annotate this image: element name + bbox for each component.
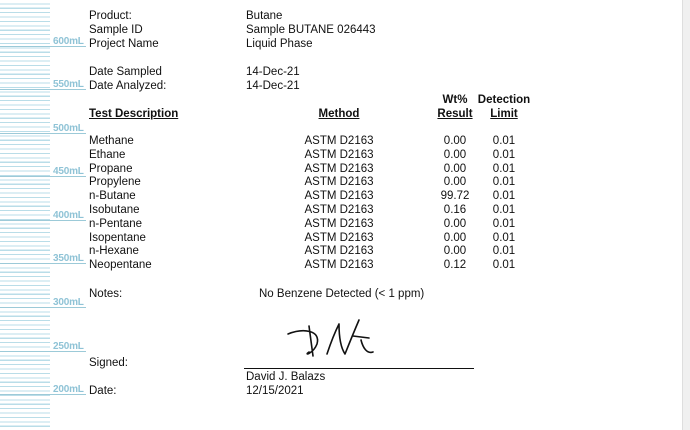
date-sampled-value: 14-Dec-21 [246, 66, 300, 78]
result-cell: 0.00 [443, 245, 467, 258]
date-sampled-label: Date Sampled [89, 66, 162, 78]
detection-limit-cell: 0.01 [492, 162, 516, 175]
ruler-label: 350mL [53, 253, 84, 264]
detection-limit-cell: 0.01 [492, 231, 516, 244]
method-cell: ASTM D2163 [304, 148, 374, 161]
detection-limit-cell: 0.01 [492, 204, 516, 216]
ruler-label: 550mL [53, 79, 84, 90]
method-cell: ASTM D2163 [304, 231, 374, 244]
detection-limit-cell: 0.01 [492, 190, 516, 203]
result-cell: 99.72 [440, 190, 470, 203]
project-name-label: Project Name [89, 38, 159, 50]
measuring-ruler-strip [0, 0, 86, 430]
test-description-header: Test Description [89, 108, 179, 120]
project-name-value: Liquid Phase [246, 38, 313, 50]
ruler-label: 450mL [53, 166, 84, 177]
test-description-cell: Isopentane [89, 231, 146, 244]
date-analyzed-value: 14-Dec-21 [246, 80, 300, 92]
method-cell: ASTM D2163 [304, 190, 374, 203]
ruler-label: 300mL [53, 297, 84, 308]
method-cell: ASTM D2163 [304, 217, 374, 230]
detection-limit-cell: 0.01 [492, 148, 516, 161]
signed-label: Signed: [89, 357, 129, 369]
detection-limit-cell: 0.01 [492, 135, 516, 147]
result-cell: 0.00 [443, 176, 467, 189]
ruler-label: 200mL [53, 384, 84, 395]
method-cell: ASTM D2163 [304, 259, 374, 272]
method-cell: ASTM D2163 [304, 176, 374, 189]
method-cell: ASTM D2163 [304, 204, 374, 216]
result-cell: 0.12 [443, 259, 467, 272]
method-cell: ASTM D2163 [304, 245, 374, 258]
result-cell: 0.00 [443, 217, 467, 230]
handwritten-signature [283, 314, 393, 366]
test-description-cell: n-Pentane [89, 217, 143, 230]
ruler-label: 250mL [53, 341, 84, 352]
method-header: Method [318, 108, 360, 120]
result-cell: 0.00 [443, 231, 467, 244]
result-cell: 0.16 [443, 204, 467, 216]
test-description-cell: Neopentane [89, 259, 152, 272]
test-description-cell: Propylene [89, 176, 141, 189]
result-cell: 0.00 [443, 162, 467, 175]
ruler-label: 400mL [53, 210, 84, 221]
limit-header-top: Detection [477, 94, 531, 106]
result-header-top: Wt% [442, 94, 468, 106]
test-description-cell: Methane [89, 135, 134, 147]
limit-header: Limit [490, 108, 518, 120]
notes-value: No Benzene Detected (< 1 ppm) [259, 288, 425, 300]
signature-date: 12/15/2021 [246, 385, 304, 397]
date-label: Date: [89, 385, 117, 397]
detection-limit-cell: 0.01 [492, 259, 516, 272]
method-cell: ASTM D2163 [304, 162, 374, 175]
ruler-label: 600mL [53, 36, 84, 47]
sample-id-value: Sample BUTANE 026443 [246, 24, 376, 36]
ruler-label: 500mL [53, 123, 84, 134]
result-cell: 0.00 [443, 135, 467, 147]
test-description-cell: Ethane [89, 148, 126, 161]
detection-limit-cell: 0.01 [492, 245, 516, 258]
signer-name: David J. Balazs [246, 371, 326, 383]
date-analyzed-label: Date Analyzed: [89, 80, 167, 92]
test-description-cell: n-Hexane [89, 245, 139, 258]
page-edge [682, 0, 690, 430]
method-cell: ASTM D2163 [304, 135, 374, 147]
notes-label: Notes: [89, 288, 123, 300]
detection-limit-cell: 0.01 [492, 176, 516, 189]
product-label: Product: [89, 10, 132, 22]
sample-id-label: Sample ID [89, 24, 143, 36]
product-value: Butane [246, 10, 283, 22]
test-description-cell: Isobutane [89, 204, 140, 216]
detection-limit-cell: 0.01 [492, 217, 516, 230]
test-description-cell: n-Butane [89, 190, 136, 203]
result-cell: 0.00 [443, 148, 467, 161]
result-header: Result [437, 108, 473, 120]
signature-line [244, 368, 474, 369]
test-description-cell: Propane [89, 162, 133, 175]
